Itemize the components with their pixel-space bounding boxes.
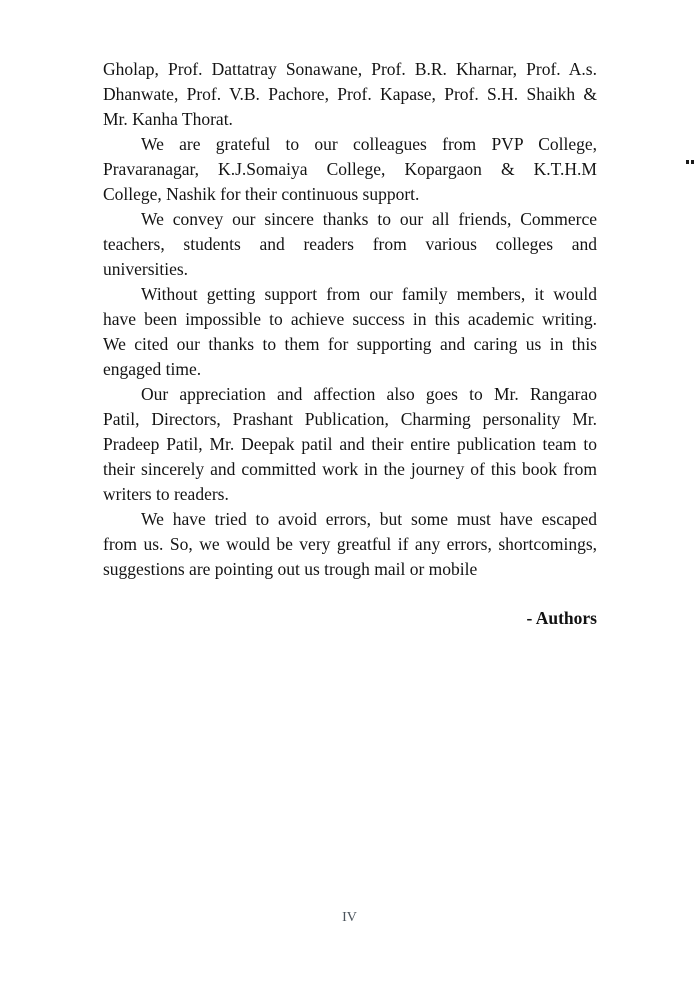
text-line: College, Nashik for their continuous support. xyxy=(103,184,420,204)
text-line: from us. So, we would be very greatful if any errors, shortcomings, xyxy=(103,534,597,554)
acknowledgment-text xyxy=(103,57,597,582)
paragraph xyxy=(103,57,597,132)
text-line: universities. xyxy=(103,259,189,279)
text-line: Pravaranagar, K.J.Somaiya College, Kopargaon & K.T.H.M xyxy=(103,159,597,179)
text-line: suggestions are pointing out us trough mail or mobile xyxy=(103,559,478,579)
dot-mark xyxy=(691,160,694,164)
text-line: their sincerely and committed work in the journey of this book from xyxy=(103,459,597,479)
text-line: We are grateful to our colleagues from PVP College, xyxy=(141,134,597,154)
authors-signature: - Authors xyxy=(526,608,597,628)
text-line: Our appreciation and affection also goes to Mr. Rangarao xyxy=(141,384,597,404)
paragraph xyxy=(103,207,597,282)
text-line: writers to readers. xyxy=(103,484,229,504)
text-line: have been impossible to achieve success in this academic writing. xyxy=(103,309,597,329)
text-line: We cited our thanks to them for supporting and caring us in this xyxy=(103,334,597,354)
text-line: We convey our sincere thanks to our all friends, Commerce xyxy=(141,209,597,229)
text-line: Patil, Directors, Prashant Publication, Charming personality Mr. xyxy=(103,409,597,429)
paragraph xyxy=(103,382,597,507)
text-line: Pradeep Patil, Mr. Deepak patil and their entire publication team to xyxy=(103,434,597,454)
double-dot-artifact-icon xyxy=(686,160,694,164)
paragraph xyxy=(103,132,597,207)
paragraph xyxy=(103,282,597,382)
dot-mark xyxy=(686,160,689,164)
text-line: engaged time. xyxy=(103,359,202,379)
text-line: We have tried to avoid errors, but some must have escaped xyxy=(141,509,597,529)
text-line: Gholap, Prof. Dattatray Sonawane, Prof. B.R. Kharnar, Prof. A.s. xyxy=(103,59,597,79)
text-line: Mr. Kanha Thorat. xyxy=(103,109,233,129)
page-number: IV xyxy=(342,910,357,925)
text-line: Dhanwate, Prof. V.B. Pachore, Prof. Kapase, Prof. S.H. Shaikh & xyxy=(103,84,597,104)
text-line: Without getting support from our family members, it would xyxy=(141,284,597,304)
text-line: teachers, students and readers from various colleges and xyxy=(103,234,597,254)
paragraph xyxy=(103,507,597,582)
